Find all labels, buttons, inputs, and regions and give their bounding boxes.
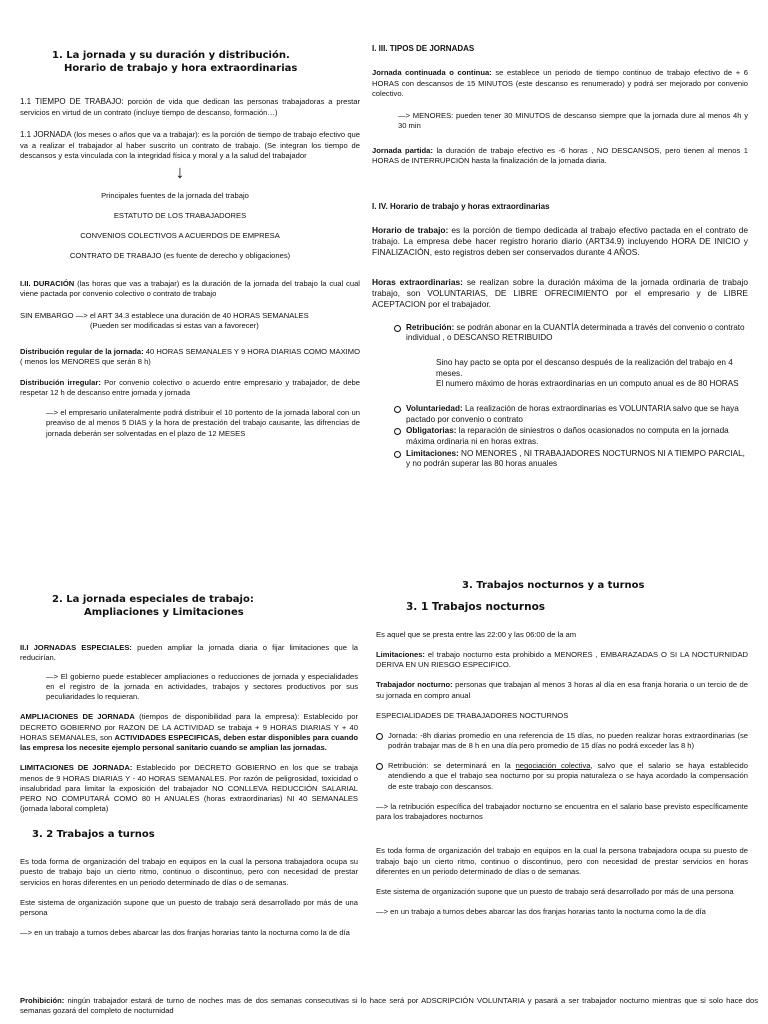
prohibicion-text: ningún trabajador estará de turno de noches mas de dos semanas consecutivas si lo hace será por ADSCRIPCIÓN VOLUNTARIA y pasará a ser trabajador nocturno mientras que si solo hace dos semanas gozará del completo de nocturnidad [20, 996, 758, 1016]
jornada-text: (los meses o años que va a trabajar): es la porción de tiempo de trabajo efectivo que va a realizar el trabajador al haber suscrito un contrato de trabajo. (Se integran los tiempo de descansos y esta vinculada con la integridad física y moral y a la salud del trabajador [20, 130, 360, 161]
empresario-paragraph: —> el empresario unilateralmente podrá distribuir el 10 portento de la jornada laboral con un preaviso de al menos 5 DIAS y la hora de prestación del trabajo causante, las difrencias de jornada deberán ser solventadas en el plazo de 12 MESES [46, 408, 360, 438]
bullet-icon [394, 451, 401, 458]
ampliaciones-label: AMPLIACIONES DE JORNADA [20, 712, 135, 722]
jornada-continuada [372, 68, 748, 99]
duracion-paragraph [20, 279, 360, 300]
distribucion-irregular-label: Distribución irregular: [20, 377, 101, 387]
turnos-right-p2: Este sistema de organización supone que un puesto de trabajo será desarrollado por más de una persona [376, 887, 734, 897]
section1-heading [20, 50, 360, 75]
fuentes-title: Principales fuentes de la jornada del trabajo [101, 191, 249, 201]
obligatorias-bullet [372, 426, 748, 447]
limitaciones-bullet [372, 449, 748, 470]
right-top-section [372, 44, 748, 470]
nocturno-definicion: Es aquel que se presta entre las 22:00 y las 06:00 de la am [376, 629, 577, 639]
sin-embargo-line2: (Pueden ser modificadas si estas van a favorecer) [90, 321, 259, 331]
prohibicion-paragraph [20, 996, 758, 1017]
horario-trabajo [372, 225, 748, 259]
tipos-jornadas-heading: I. III. TIPOS DE JORNADAS [372, 44, 475, 53]
fuente-estatuto: ESTATUTO DE LOS TRABAJADORES [113, 211, 247, 221]
prohibicion-label: Prohibición: [20, 996, 65, 1005]
jornada-partida [372, 146, 748, 167]
retribucion-arrow-paragraph: —> la retribución específica del trabajador nocturno se encuentra en el salario base previsto específicamente para los trabajadores nocturnos [376, 801, 748, 822]
bullet-icon [394, 406, 401, 413]
retribucion-content [406, 323, 748, 344]
sinhay-block [372, 358, 748, 390]
jornada-nocturna-text: Jornada: -8h diarias promedio en una referencia de 15 días, no pueden realizar horas extraordinarias (se podrán trabajar mas de 8 h en una día pero promedio de 15 días no podrá exceder las 8 h) [388, 730, 748, 750]
bullet-icon [394, 428, 401, 435]
jornada-paragraph [20, 130, 360, 161]
turnos-left-p2: Este sistema de organización supone que un puesto de trabajo será desarrollado por más de una persona [20, 897, 358, 917]
ampliaciones-paragraph [20, 712, 358, 753]
sinhay-line2: El numero máximo de horas extraordinarias en un computo anual es de 80 HORAS [436, 379, 739, 389]
especialidades-title: ESPECIALIDADES DE TRABAJADORES NOCTURNOS [376, 710, 569, 720]
limitaciones-label: Limitaciones: [406, 448, 459, 458]
horario-trabajo-text: es la porción de tiempo dedicada al trabajo efectivo pactada en el contrato de trabajo. La empresa debe hacer registro horario diario (ART34.9) incluyendo HORA DE INICIO y FINALIZACIÓN, esto registros deben ser conservados durante 4 AÑOS. [372, 224, 749, 258]
gobierno-paragraph: —> El gobierno puede establecer ampliaciones o reducciones de jornada y especialidades en el registro de la jornada en actividades, trabajos y sectores productivos por sus peculiaridades lo requieran. [46, 671, 358, 701]
section31-heading: 3. 1 Trabajos nocturnos [406, 600, 546, 613]
tiempo-trabajo-text: porción de vida que dedican las personas trabajadoras a prestar servicios en virtud de un contrato (incluye tiempo de descanso, formación…) [20, 97, 361, 117]
trabajador-nocturno-label: Trabajador nocturno: [376, 680, 453, 690]
sin-embargo-line1: SIN EMBARGO —> el ART 34.3 establece una duración de 40 HORAS SEMANALES [20, 311, 309, 321]
jornadas-especiales-label: II.I JORNADAS ESPECIALES: [20, 643, 132, 652]
voluntariedad-text: La realización de horas extraordinarias es VOLUNTARIA salvo que se haya pactado por convenio o contrato [406, 403, 739, 424]
limitaciones-jornada-text: Establecido por DECRETO GOBIERNO en los que se trabaja menos de 9 HORAS DIARIAS Y - 40 HORAS SEMANALES. Por razón de peligrosidad, toxicidad o insalubridad para limitar la exposición del trabajador NO CONLLEVA REDUCCIÓN SALARIAL PERO NO COMPUTARÁ COMO 80 H ANUALES (horas extraordinarias) NI 40 SEMANALES (jornada laboral completa) [20, 763, 358, 814]
tiempo-trabajo-paragraph [20, 97, 360, 118]
retribucion-nocturna-text1: Retribución: se determinará en la [388, 761, 516, 771]
jornada-partida-label: Jornada partida: [372, 145, 433, 155]
retribucion-label: Retribución: [406, 322, 455, 332]
bullet-icon [394, 325, 401, 332]
turnos-right-p1: Es toda forma de organización del trabajo en equipos en la cual la persona trabajadora ocupa su puesto de trabajo bajo un cierto ritmo, continuo o discontinuo, pero con necesidad de prestar servicios en horas diferentes en un periodo determinado de días o de semanas. [376, 846, 748, 876]
obligatorias-content [406, 426, 748, 447]
negociacion-colectiva-link[interactable]: negociación colectiva [515, 761, 591, 771]
section1-heading-line1: 1. La jornada y su duración y distribución. [52, 50, 290, 61]
nocturno-limitaciones [376, 650, 748, 671]
turnos-heading: 3. 2 Trabajos a turnos [32, 828, 155, 840]
sinhay-line1: Sino hay pacto se opta por el descanso después de la realización del trabajo en 4 meses. [436, 357, 733, 378]
ampliaciones-text: (tiempos de disponibilidad para la empresa): Establecido por DECRETO GOBIERNO por RAZON DE LA ACTIVIDAD se trabaja + 9 HORAS DIARIAS Y + 40 HORAS SEMANALES, son [20, 712, 358, 742]
tiempo-trabajo-label: 1.1 TIEMPO DE TRABAJO: [20, 97, 124, 106]
distribucion-regular [20, 347, 360, 368]
distribucion-irregular [20, 378, 360, 399]
trabajador-nocturno [376, 680, 748, 701]
horas-extraordinarias-text: se realizan sobre la duración máxima de la jornada ordinaria de trabajo trabajo, son VOLUNTARIAS, DE LIBRE OFRECIMIENTO por el empresario y de LIBRE ACEPTACION por el trabajador. [372, 276, 748, 310]
jornada-nocturna-bullet [376, 731, 748, 752]
jornada-continuada-label: Jornada continuada o continua: [372, 68, 492, 78]
section2-heading-line1: 2. La jornada especiales de trabajo: [52, 594, 254, 605]
jornada-continuada-text: se establece un periodo de tiempo continuo de trabajo efectivo de + 6 HORAS con descansos de 15 MINUTOS (este descanso es renumerado) y podrá ser mejorado por convenio colectivo. [372, 68, 748, 98]
horario-trabajo-label: Horario de trabajo: [372, 224, 449, 235]
bullet-icon [376, 733, 383, 740]
distribucion-irregular-text: Por convenio colectivo o acuerdo entre empresario y trabajador, de debe respetar 12 h de descanso entre jornada y jornada [20, 377, 360, 397]
turnos-left-p3: —> en un trabajo a turnos debes abarcar las dos franjas horarias tanto la nocturna como la de día [20, 928, 350, 938]
right-bottom-section [376, 580, 748, 918]
left-top-section [20, 50, 360, 439]
duracion-text: (las horas que vas a trabajar) es la duración de la jornada del trabajo la cual cual viene pactada por convenio colectivo o contrato de trabajo [20, 278, 360, 299]
obligatorias-label: Obligatorias: [406, 426, 457, 436]
retribucion-nocturna-bullet [376, 761, 748, 792]
prohibicion-footer [20, 996, 758, 1017]
voluntariedad-bullet [372, 404, 748, 425]
bullet-icon [376, 763, 383, 770]
nocturno-limitaciones-text: el trabajo nocturno esta prohibido a MENORES , EMBARAZADAS O SI LA NOCTURNIDAD DERIVA EN UN RIESGO ESPECIFICO. [376, 649, 748, 670]
retribucion-text: se podrán abonar en la CUANTÍA determinada a través del convenio o contrato individual , o DESCANSO RETRIBUIDO [406, 322, 745, 343]
down-arrow-icon: ↓ [175, 162, 185, 183]
obligatorias-text: la reparación de siniestros o daños ocasionados no computa en la jornada máxima ordinaria ni en horas extras. [406, 426, 729, 446]
section2-heading-line2: Ampliaciones y Limitaciones [84, 606, 244, 618]
nocturno-limitaciones-label: Limitaciones: [376, 649, 425, 659]
sin-embargo-block [20, 311, 360, 331]
limitaciones-jornada-label: LIMITACIONES DE JORNADA: [20, 763, 133, 773]
voluntariedad-label: Voluntariedad: [406, 403, 463, 413]
duracion-label: I.II. DURACIÓN [20, 278, 75, 288]
trabajador-nocturno-text: personas que trabajan al menos 3 horas al día en esa franja horaria o un tercio de de su jornada en compro anual [376, 680, 749, 700]
section1-heading-line2: Horario de trabajo y hora extraordinarias [64, 62, 298, 74]
fuente-convenios: CONVENIOS COLECTIVOS A ACUERDOS DE EMPRESA [80, 231, 280, 241]
limitaciones-text: NO MENORES , NI TRABAJADORES NOCTURNOS NI A TIEMPO PARCIAL, y no podrán superar las 80 horas anuales [406, 448, 745, 469]
ampliaciones-bold-text: ACTIVIDADES ESPECIFICAS, deben estar disponibles para cuando las empresa los necesite ejemplo personal sanitario cuando se amplian las jornadas. [20, 732, 358, 752]
fuente-contrato: CONTRATO DE TRABAJO (es fuente de derecho y obligaciones) [69, 250, 291, 260]
retribucion-nocturna-content [388, 761, 748, 792]
section2-heading [20, 594, 358, 619]
horario-heading: I. IV. Horario de trabajo y horas extraordinarias [372, 202, 550, 212]
jornadas-especiales [20, 643, 358, 664]
section3-heading: 3. Trabajos nocturnos y a turnos [462, 580, 645, 591]
voluntariedad-content [406, 404, 748, 425]
limitaciones-content [406, 449, 748, 470]
retribucion-bullet [372, 323, 748, 344]
retribucion-nocturna-text2: , salvo que el salario se haya establecido atendiendo a que el trabajo sea nocturno por su propia naturaleza o se haya acordado la compensación de este trabajo con descansos. [388, 761, 749, 791]
limitaciones-paragraph [20, 763, 358, 814]
horas-extraordinarias [372, 277, 748, 311]
jornadas-especiales-text: pueden ampliar la jornada diaria o fijar limitaciones que la reducirían. [20, 643, 358, 663]
turnos-right-p3: —> en un trabajo a turnos debes abarcar las dos franjas horarias tanto la nocturna como la de día [376, 907, 706, 917]
menores-descanso: —> MENORES: pueden tener 30 MINUTOS de descanso siempre que la jornada dure al menos 4h y 30 min [398, 111, 748, 131]
horas-extraordinarias-label: Horas extraordinarias: [372, 276, 463, 287]
jornada-label: 1.1 JORNADA [20, 130, 72, 140]
jornada-partida-text: la duración de trabajo efectivo es -6 horas , NO DESCANSOS, pero tienen al menos 1 HORAS de INTERRUPCIÓN hasta la finalización de la jornada diaria. [372, 145, 749, 165]
distribucion-regular-text: 40 HORAS SEMANALES Y 9 HORA DIARIAS COMO MAXIMO ( menos los MENORES que serán 8 h) [20, 347, 360, 367]
left-bottom-section [20, 594, 358, 939]
distribucion-regular-label: Distribución regular de la jornada: [20, 347, 144, 356]
turnos-left-p1: Es toda forma de organización del trabajo en equipos en la cual la persona trabajadora ocupa su puesto de trabajo bajo un cierto ritmo, continuo o discontinuo, pero con necesidad de prestar servicios en horas diferentes en un periodo determinado de días o de semanas. [20, 857, 358, 887]
